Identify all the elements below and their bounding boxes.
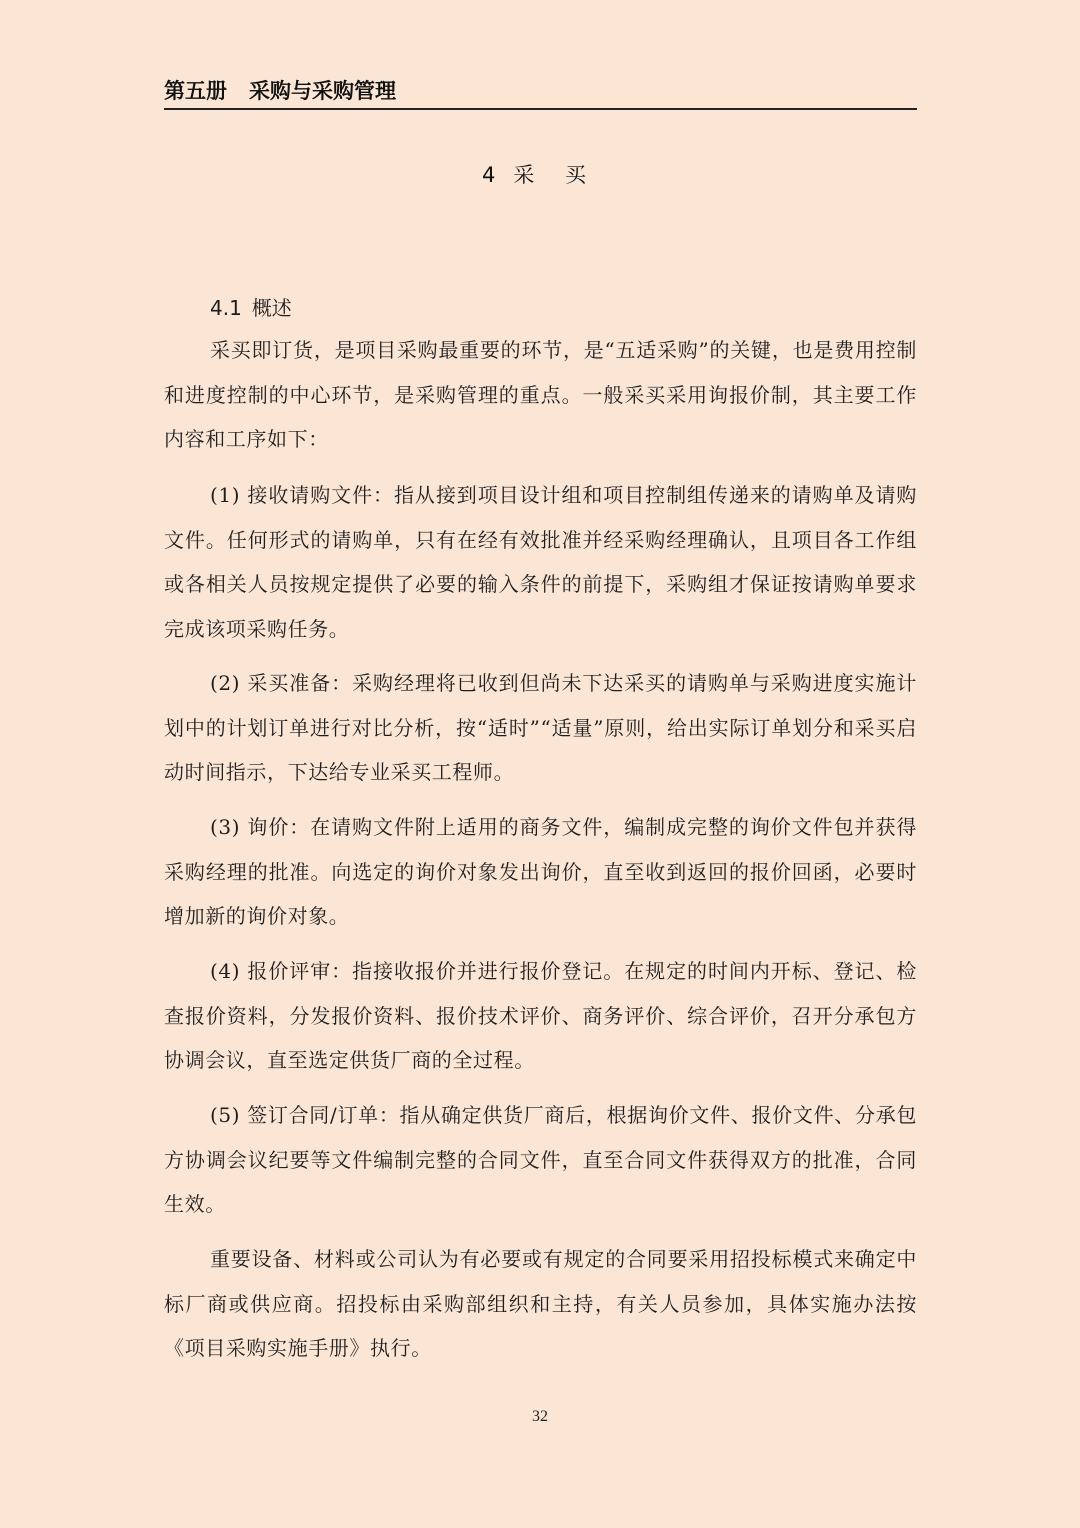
section-heading xyxy=(210,293,292,323)
running-header xyxy=(164,76,917,110)
chapter-name: 采 买 xyxy=(513,163,599,187)
chapter-number: 4 xyxy=(481,163,496,187)
intro-paragraph: 采买即订货，是项目采购最重要的环节，是“五适采购”的关键，也是费用控制和进度控制的中心环节，是采购管理的重点。一般采买采用询报价制，其主要工作内容和工序如下： xyxy=(164,338,917,451)
page-number: 32 xyxy=(532,1408,548,1425)
step-5-paragraph: (5) 签订合同/订单：指从确定供货厂商后，根据询价文件、报价文件、分承包方协调会议纪要等文件编制完整的合同文件，直至合同文件获得双方的批准，合同生效。 xyxy=(164,1103,917,1216)
step-2-paragraph: (2) 采买准备：采购经理将已收到但尚未下达采买的请购单与采购进度实施计划中的计划订单进行对比分析，按“适时”“适量”原则，给出实际订单划分和采买启动时间指示，下达给专业采买工程师。 xyxy=(164,671,917,784)
step-4-paragraph: (4) 报价评审：指接收报价并进行报价登记。在规定的时间内开标、登记、检查报价资料，分发报价资料、报价技术评价、商务评价、综合评价，召开分承包方协调会议，直至选定供货厂商的全过程。 xyxy=(164,959,917,1072)
section-title: 概述 xyxy=(251,296,292,320)
volume-label: 第五册 xyxy=(164,79,227,103)
step-1-paragraph: (1) 接收请购文件：指从接到项目设计组和项目控制组传递来的请购单及请购文件。任何形式的请购单，只有在经有效批准并经采购经理确认，且项目各工作组或各相关人员按规定提供了必要的输入条件的前提下，采购组才保证按请购单要求完成该项采购任务。 xyxy=(164,483,917,641)
volume-title: 采购与采购管理 xyxy=(249,79,396,103)
step-3-paragraph: (3) 询价：在请购文件附上适用的商务文件，编制成完整的询价文件包并获得采购经理的批准。向选定的询价对象发出询价，直至收到返回的报价回函，必要时增加新的询价对象。 xyxy=(164,815,917,928)
chapter-title xyxy=(0,160,1080,190)
closing-paragraph: 重要设备、材料或公司认为有必要或有规定的合同要采用招投标模式来确定中标厂商或供应商。招投标由采购部组织和主持，有关人员参加，具体实施办法按《项目采购实施手册》执行。 xyxy=(164,1247,917,1360)
section-number: 4.1 xyxy=(210,296,242,320)
